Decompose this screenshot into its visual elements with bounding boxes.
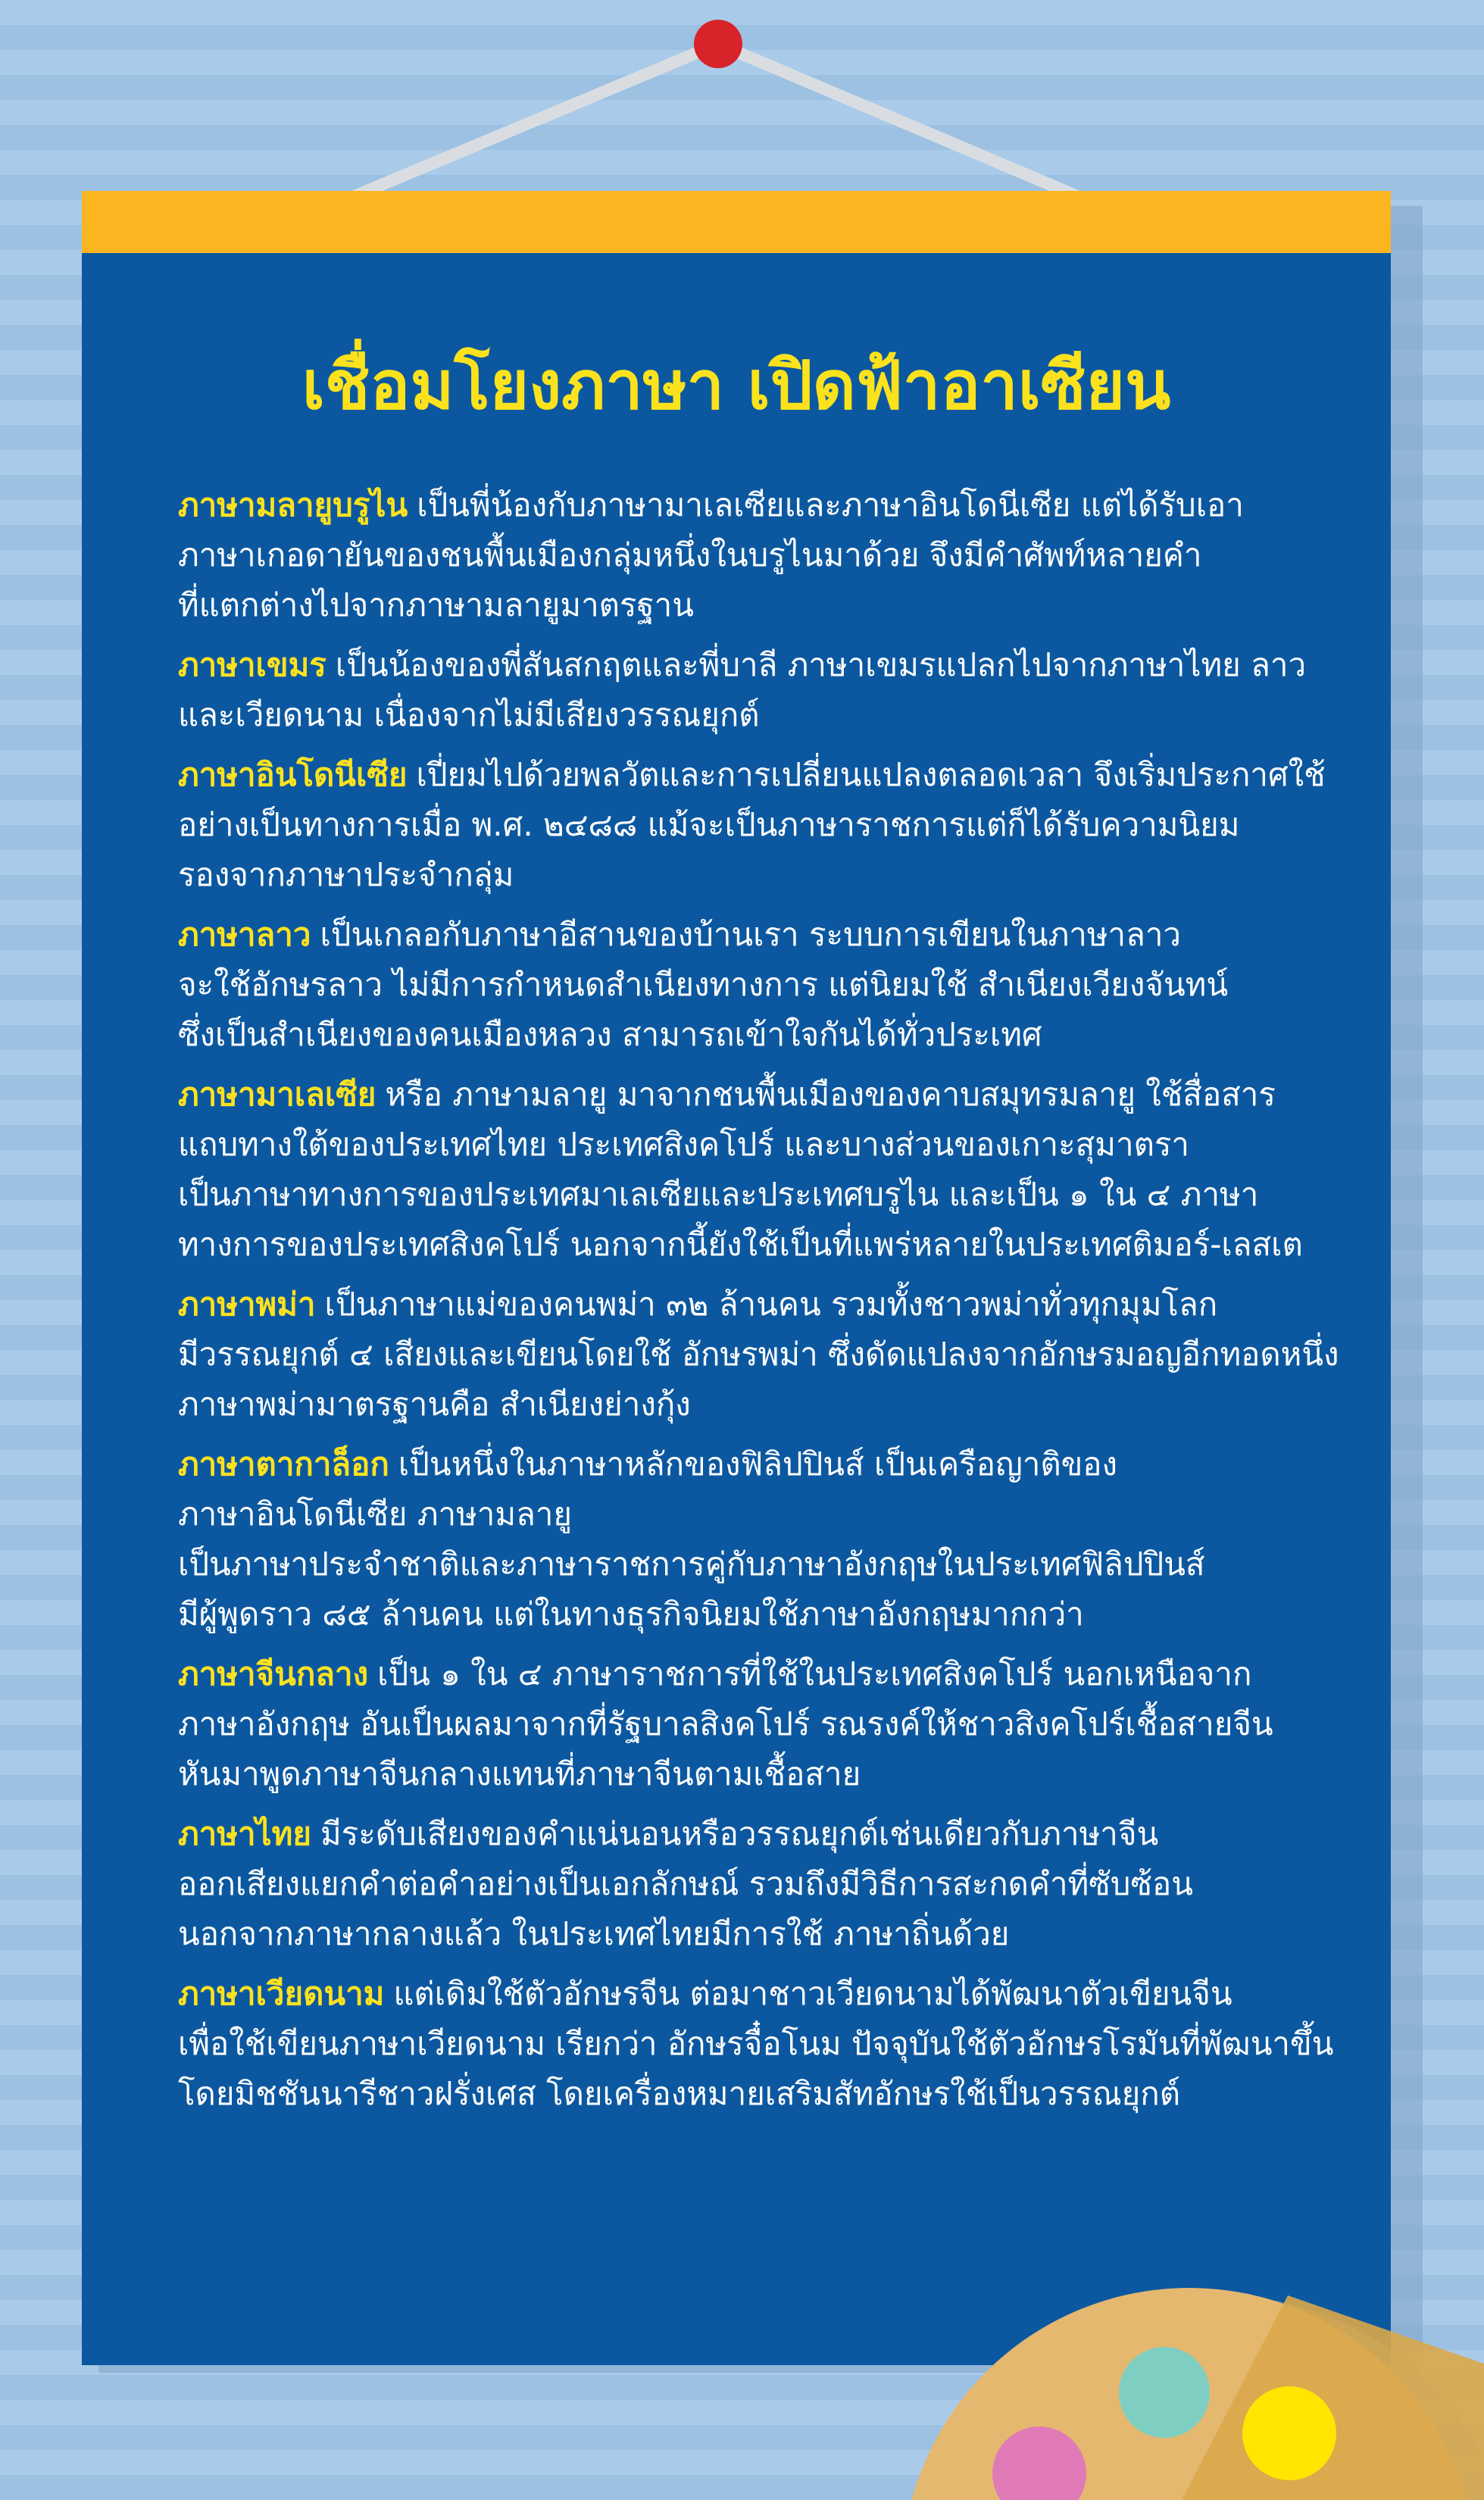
entry-line — [178, 910, 1360, 960]
entry-line: ออกเสียงแยกคำต่อคำอย่างเป็นเอกลักษณ์ รวมถึงมีวิธีการสะกดคำที่ซับซ้อน — [178, 1865, 1193, 1902]
language-entry-khmer — [178, 640, 1360, 740]
entry-line — [178, 1280, 1360, 1330]
entry-line — [178, 1649, 1360, 1699]
entry-line: แถบทางใต้ของประเทศไทย ประเทศสิงคโปร์ และบางส่วนของเกาะสุมาตรา — [178, 1126, 1189, 1163]
yellow-paint-icon — [1242, 2386, 1336, 2480]
language-entry-mandarin — [178, 1649, 1360, 1799]
entry-text: มีระดับเสียงของคำแน่นอนหรือวรรณยุกต์เช่นเดียวกับภาษาจีน — [320, 1815, 1159, 1852]
language-entry-thai — [178, 1809, 1360, 1959]
entry-line: มีผู้พูดราว ๘๕ ล้านคน แต่ในทางธุรกิจนิยมใช้ภาษาอังกฤษมากกว่า — [178, 1595, 1084, 1633]
entry-line: นอกจากภาษากลางแล้ว ในประเทศไทยมีการใช้ ภาษาถิ่นด้วย — [178, 1915, 1010, 1952]
language-name: ภาษามาเลเซีย — [178, 1076, 376, 1113]
entry-line: หันมาพูดภาษาจีนกลางแทนที่ภาษาจีนตามเชื้อสาย — [178, 1755, 861, 1792]
entry-line: ภาษาอินโดนีเซีย ภาษามลายู — [178, 1495, 572, 1533]
entry-line — [178, 1809, 1360, 1859]
language-name: ภาษาอินโดนีเซีย — [178, 756, 408, 793]
entry-line: ที่แตกต่างไปจากภาษามลายูมาตรฐาน — [178, 586, 694, 623]
board-top-bar — [82, 191, 1391, 253]
entry-line — [178, 750, 1360, 800]
entry-line: ภาษาเกอดายันของชนพื้นเมืองกลุ่มหนึ่งในบรูไนมาด้วย จึงมีคำศัพท์หลายคำ — [178, 536, 1202, 573]
entry-line — [178, 1969, 1360, 2019]
language-entry-lao — [178, 910, 1360, 1060]
entry-line: รองจากภาษาประจำกลุ่ม — [178, 856, 514, 893]
entry-line — [178, 640, 1360, 690]
entry-line: ภาษาพม่ามาตรฐานคือ สำเนียงย่างกุ้ง — [178, 1386, 691, 1423]
language-entry-tagalog — [178, 1439, 1360, 1639]
language-name: ภาษาจีนกลาง — [178, 1655, 369, 1692]
language-name: ภาษาลาว — [178, 916, 311, 953]
poster-board — [82, 191, 1391, 2365]
entry-line: เพื่อใช้เขียนภาษาเวียดนาม เรียกว่า อักษรจื๋อโนม ปัจจุบันใช้ตัวอักษรโรมันที่พัฒนาขึ้น — [178, 2025, 1334, 2062]
entry-line: ทางการของประเทศสิงคโปร์ นอกจากนี้ยังใช้เป็นที่แพร่หลายในประเทศติมอร์-เลสเต — [178, 1226, 1303, 1263]
entry-line — [178, 480, 1360, 530]
language-entry-burmese — [178, 1280, 1360, 1430]
entry-line: มีวรรณยุกต์ ๔ เสียงและเขียนโดยใช้ อักษรพม่า ซึ่งดัดแปลงจากอักษรมอญอีกทอดหนึ่ง — [178, 1336, 1339, 1373]
language-entry-malaysian — [178, 1070, 1360, 1270]
entry-text: เป็นเกลอกับภาษาอีสานของบ้านเรา ระบบการเขียนในภาษาลาว — [320, 916, 1182, 953]
entry-line: จะใช้อักษรลาว ไม่มีการกำหนดสำเนียงทางการ แต่นิยมใช้ สำเนียงเวียงจันทน์ — [178, 966, 1229, 1003]
entry-text: เป็นหนึ่งในภาษาหลักของฟิลิปปินส์ เป็นเครือญาติของ — [398, 1445, 1118, 1483]
language-name: ภาษาพม่า — [178, 1286, 316, 1323]
page-title: เชื่อมโยงภาษา เปิดฟ้าอาเซียน — [301, 346, 1171, 424]
entry-line: ภาษาอังกฤษ อันเป็นผลมาจากที่รัฐบาลสิงคโปร์ รณรงค์ให้ชาวสิงคโปร์เชื้อสายจีน — [178, 1705, 1273, 1742]
entry-line: และเวียดนาม เนื่องจากไม่มีเสียงวรรณยุกต์ — [178, 696, 760, 733]
entry-text: เป็นน้องของพี่สันสกฤตและพี่บาลี ภาษาเขมรแปลกไปจากภาษาไทย ลาว — [335, 646, 1307, 683]
pin-icon — [694, 20, 742, 68]
entry-line — [178, 1439, 1360, 1489]
entry-line: เป็นภาษาประจำชาติและภาษาราชการคู่กับภาษาอังกฤษในประเทศฟิลิปปินส์ — [178, 1545, 1205, 1583]
entry-line: โดยมิชชันนารีชาวฝรั่งเศส โดยเครื่องหมายเสริมสัทอักษรใช้เป็นวรรณยุกต์ — [178, 2075, 1180, 2112]
language-name: ภาษาเขมร — [178, 646, 326, 683]
entry-text: เปี่ยมไปด้วยพลวัตและการเปลี่ยนแปลงตลอดเวลา จึงเริ่มประกาศใช้ — [416, 756, 1326, 793]
entry-line: ซึ่งเป็นสำเนียงของคนเมืองหลวง สามารถเข้าใจกันได้ทั่วประเทศ — [178, 1016, 1042, 1053]
entry-line: เป็นภาษาทางการของประเทศมาเลเซียและประเทศบรูไน และเป็น ๑ ใน ๔ ภาษา — [178, 1176, 1259, 1213]
language-name: ภาษาไทย — [178, 1815, 311, 1852]
entry-text: เป็นภาษาแม่ของคนพม่า ๓๒ ล้านคน รวมทั้งชาวพม่าทั่วทุกมุมโลก — [324, 1286, 1218, 1323]
entry-text: แต่เดิมใช้ตัวอักษรจีน ต่อมาชาวเวียดนามได้พัฒนาตัวเขียนจีน — [393, 1975, 1233, 2012]
entry-text: เป็น ๑ ใน ๔ ภาษาราชการที่ใช้ในประเทศสิงคโปร์ นอกเหนือจาก — [377, 1655, 1252, 1692]
entry-text: เป็นพี่น้องกับภาษามาเลเซียและภาษาอินโดนีเซีย แต่ได้รับเอา — [417, 486, 1244, 523]
language-entry-vietnamese — [178, 1969, 1360, 2119]
entry-text: หรือ ภาษามลายู มาจากชนพื้นเมืองของคาบสมุทรมลายู ใช้สื่อสาร — [385, 1076, 1276, 1113]
language-name: ภาษาเวียดนาม — [178, 1975, 385, 2012]
language-name: ภาษามลายูบรูไน — [178, 486, 408, 523]
language-entry-indonesian — [178, 750, 1360, 900]
language-list — [178, 480, 1360, 2129]
pink-paint-icon — [992, 2427, 1086, 2500]
entry-line: อย่างเป็นทางการเมื่อ พ.ศ. ๒๔๘๘ แม้จะเป็นภาษาราชการแต่ก็ได้รับความนิยม — [178, 806, 1240, 843]
language-entry-brunei-malay — [178, 480, 1360, 630]
entry-line — [178, 1070, 1360, 1120]
language-name: ภาษาตากาล็อก — [178, 1445, 389, 1483]
